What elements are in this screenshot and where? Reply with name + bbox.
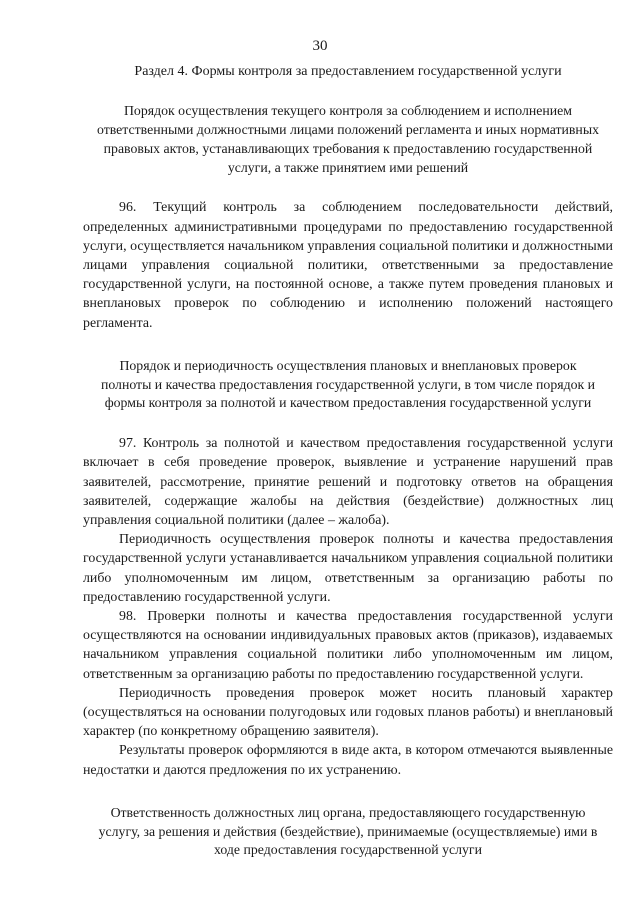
paragraph-98-periodicity: Периодичность проведения проверок может носить плановый характер (осуществляться на основании полугодовых или годовых планов работы) и внеплановый характер (по конкретному обращению заявителя). [83, 685, 613, 740]
paragraph-97-periodicity: Периодичность осуществления проверок полноты и качества предоставления государственной услуги устанавливается начальником управления социальной политики либо уполномоченным им лицом, ответственным за организацию работы по предоставлению государственной услуги. [83, 532, 613, 605]
page-number: 30 [312, 38, 328, 54]
paragraph-98-results: Результаты проверок оформляются в виде акта, в котором отмечаются выявленные недостатки и даются предложения по их устранению. [83, 743, 613, 778]
page-content [83, 62, 613, 860]
heading-responsibility: Ответственность должностных лиц органа, предоставляющего государственную услугу, за решения и действия (бездействие), принимаемые (осуществляемые) ими в ходе предоставления государственной услуги [98, 804, 598, 858]
section-title: Раздел 4. Формы контроля за предоставлением государственной услуги [134, 64, 562, 79]
heading-current-control: Порядок осуществления текущего контроля за соблюдением и исполнением ответственными должностными лицами положений регламента и иных нормативных правовых актов, устанавливающих требования к предоставлению государственной услуги, а также принятием ими решений [97, 103, 599, 175]
heading-inspections: Порядок и периодичность осуществления плановых и внеплановых проверок полноты и качества предоставления государственной услуги, в том числе порядок и формы контроля за полнотой и качеством предоставления государственной услуги [100, 357, 596, 411]
paragraph-96: 96. Текущий контроль за соблюдением последовательности действий, определенных административными процедурами по предоставлению государственной услуги, осуществляется начальником управления социальной политики и должностными лицами управления социальной политики, ответственными за предоставление государственной услуги, на постоянной основе, а также путем проведения плановых и внеплановых проверок по соблюдению и исполнению положений настоящего регламента. [83, 200, 613, 331]
paragraph-98: 98. Проверки полноты и качества предоставления государственной услуги осуществляются на основании индивидуальных правовых актов (приказов), издаваемых начальником управления социальной политики либо уполномоченным им лицом, ответственным за организацию работы по предоставлению государственной услуги. [83, 609, 613, 682]
paragraph-97: 97. Контроль за полнотой и качеством предоставления государственной услуги включает в себя проведение проверок, выявление и устранение нарушений прав заявителей, рассмотрение, принятие решений и подготовку ответов на обращения заявителей, содержащие жалобы на действия (бездействие) должностных лиц управления социальной политики (далее – жалоба). [83, 436, 613, 529]
